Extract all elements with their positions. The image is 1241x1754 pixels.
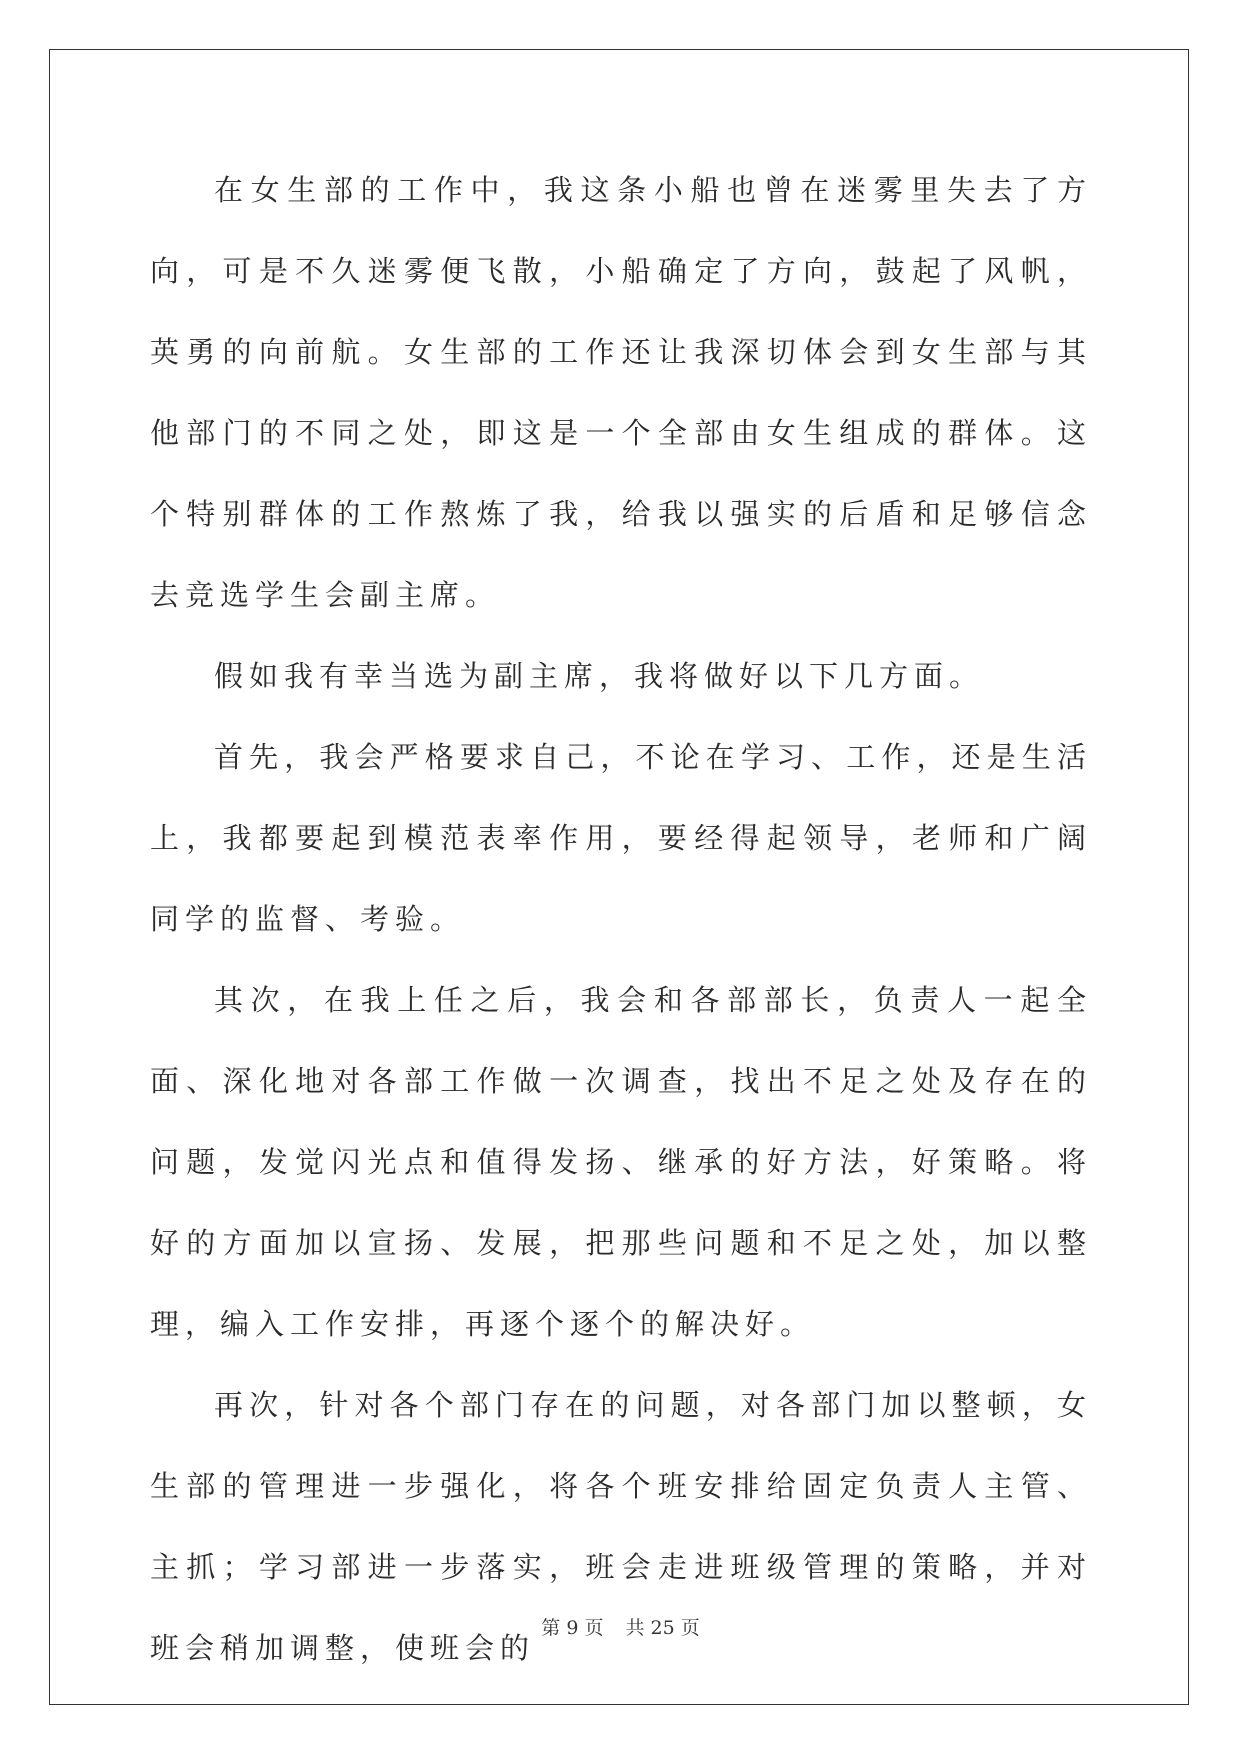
paragraph: 在女生部的工作中，我这条小船也曾在迷雾里失去了方向，可是不久迷雾便飞散，小船确定了方向，鼓起了风帆，英勇的向前航。女生部的工作还让我深切体会到女生部与其他部门的不同之处，即这是一个全部由女生组成的群体。这个特别群体的工作熬炼了我，给我以强实的后盾和足够信念去竞选学生会副主席。: [150, 173, 1092, 612]
document-body: [150, 150, 1092, 1689]
paragraph: 其次，在我上任之后，我会和各部部长，负责人一起全面、深化地对各部工作做一次调查，找出不足之处及存在的问题，发觉闪光点和值得发扬、继承的好方法，好策略。将好的方面加以宣扬、发展，把那些问题和不足之处，加以整理，编入工作安排，再逐个逐个的解决好。: [150, 983, 1092, 1341]
paragraph: 再次，针对各个部门存在的问题，对各部门加以整顿，女生部的管理进一步强化，将各个班安排给固定负责人主管、主抓；学习部进一步落实，班会走进班级管理的策略，并对班会稍加调整，使班会的: [150, 1388, 1092, 1665]
page-total: 共 25 页: [625, 1617, 700, 1639]
paragraph: 假如我有幸当选为副主席，我将做好以下几方面。: [214, 659, 985, 693]
page-footer: [0, 1615, 1241, 1641]
paragraph: 首先，我会严格要求自己，不论在学习、工作，还是生活上，我都要起到模范表率作用，要经得起领导，老师和广阔同学的监督、考验。: [150, 740, 1092, 936]
page-number: 第 9 页: [541, 1617, 604, 1639]
